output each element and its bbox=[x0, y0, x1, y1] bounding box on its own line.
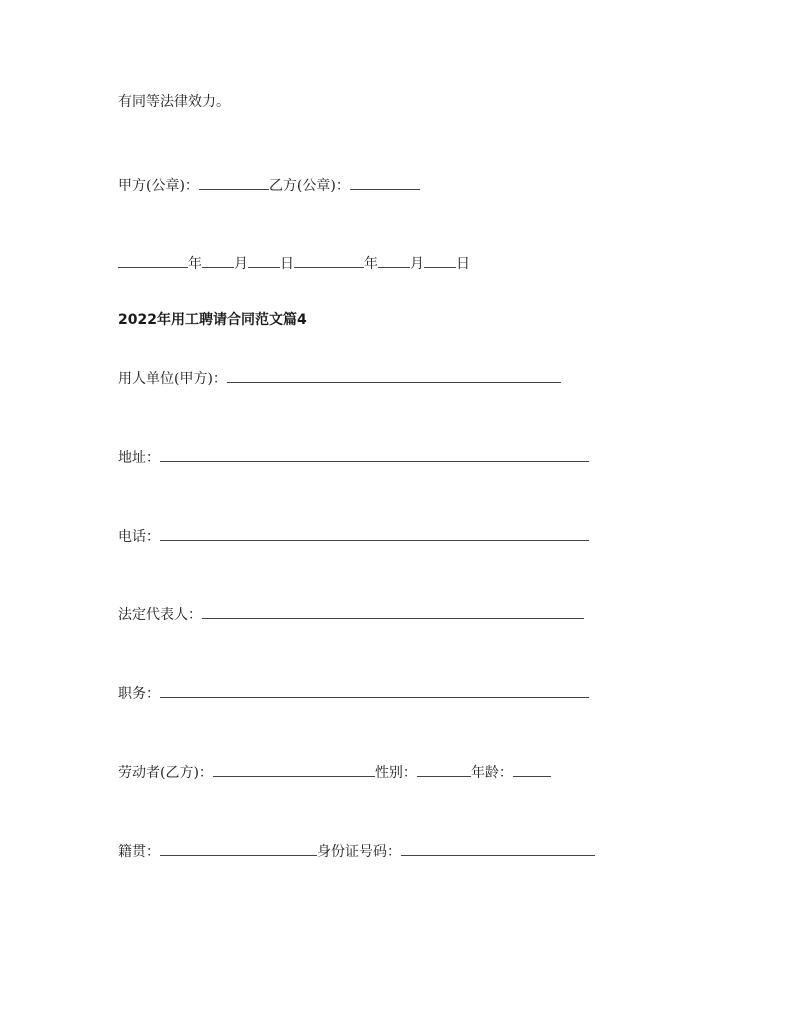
validity-clause: 有同等法律效力。 bbox=[118, 94, 230, 110]
party-b-day-blank bbox=[424, 253, 456, 268]
section-heading: 2022年用工聘请合同范文篇4 bbox=[118, 312, 307, 328]
position-blank bbox=[160, 683, 589, 698]
party-a-seal-label: 甲方(公章)： bbox=[118, 178, 199, 194]
phone-line bbox=[118, 526, 589, 546]
native-place-blank bbox=[160, 841, 317, 856]
employer-blank bbox=[227, 368, 561, 383]
legal-rep-blank bbox=[202, 604, 584, 619]
age-blank bbox=[513, 762, 551, 777]
party-b-seal-blank bbox=[350, 175, 420, 190]
party-a-day-blank bbox=[248, 253, 280, 268]
party-a-month-blank bbox=[202, 253, 234, 268]
month-label: 月 bbox=[234, 256, 248, 272]
month-label: 月 bbox=[410, 256, 424, 272]
party-b-month-blank bbox=[378, 253, 410, 268]
address-blank bbox=[160, 447, 589, 462]
worker-blank bbox=[213, 762, 375, 777]
id-number-blank bbox=[401, 841, 595, 856]
worker-line bbox=[118, 762, 551, 782]
native-place-label: 籍贯： bbox=[118, 844, 160, 860]
party-a-year-blank bbox=[118, 253, 188, 268]
gender-label: 性别： bbox=[374, 765, 417, 781]
position-line bbox=[118, 683, 589, 703]
address-label: 地址： bbox=[118, 450, 160, 466]
gender-blank bbox=[417, 762, 471, 777]
party-b-seal-label: 乙方(公章)： bbox=[268, 178, 350, 194]
age-label: 年龄： bbox=[470, 765, 513, 781]
party-a-seal-blank bbox=[199, 175, 269, 190]
employer-label: 用人单位(甲方)： bbox=[118, 371, 227, 387]
id-number-label: 身份证号码： bbox=[317, 844, 401, 860]
year-label: 年 bbox=[188, 256, 202, 272]
legal-rep-label: 法定代表人： bbox=[118, 607, 202, 623]
year-label: 年 bbox=[364, 256, 378, 272]
address-line bbox=[118, 447, 589, 467]
worker-label: 劳动者(乙方)： bbox=[118, 765, 213, 781]
position-label: 职务： bbox=[118, 686, 160, 702]
day-label: 日 bbox=[280, 256, 294, 272]
native-place-line bbox=[118, 841, 595, 861]
phone-label: 电话： bbox=[118, 529, 160, 545]
party-b-year-blank bbox=[294, 253, 364, 268]
employer-line bbox=[118, 368, 561, 388]
phone-blank bbox=[160, 526, 589, 541]
date-line bbox=[118, 253, 470, 273]
day-label: 日 bbox=[456, 256, 470, 272]
seal-line bbox=[118, 175, 420, 195]
legal-rep-line bbox=[118, 604, 584, 624]
